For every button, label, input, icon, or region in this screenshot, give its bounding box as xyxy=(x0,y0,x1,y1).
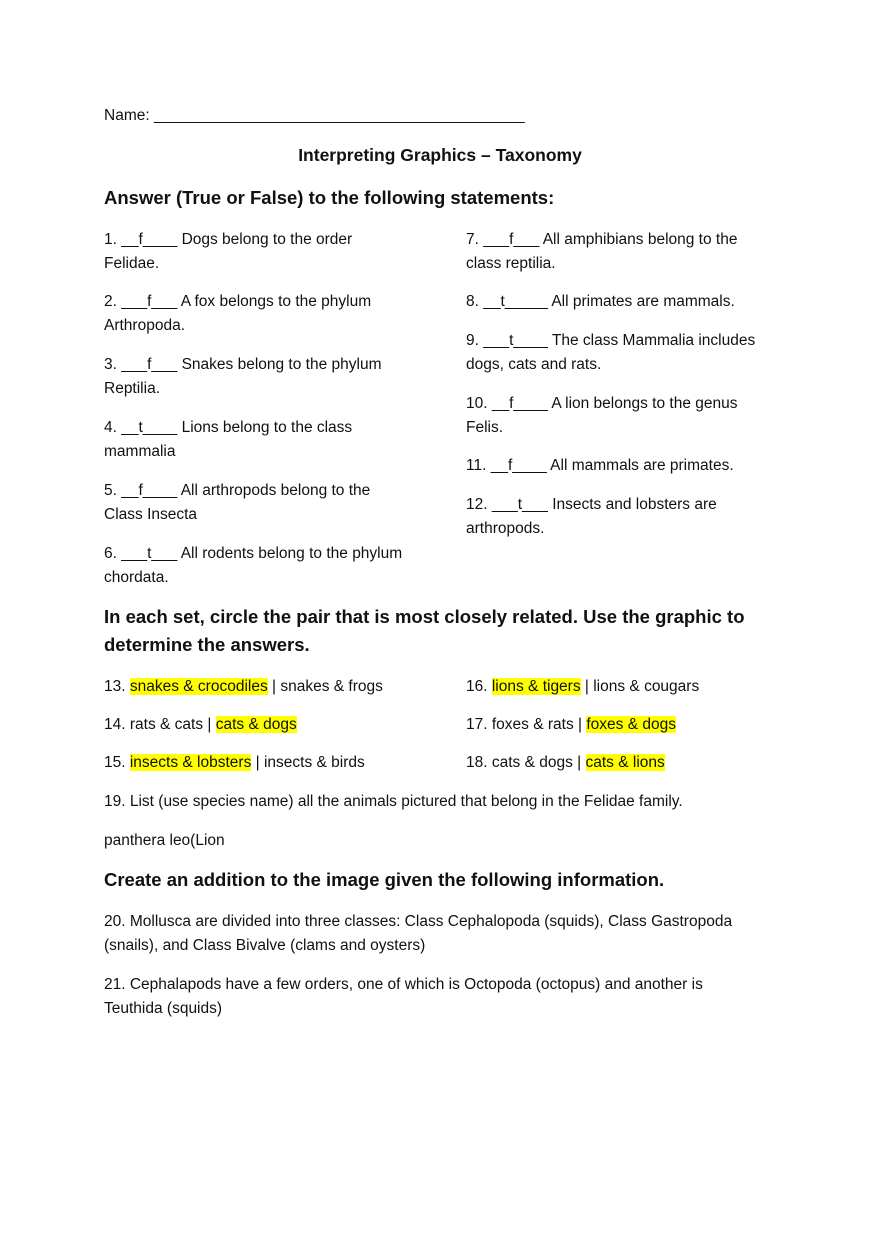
tf-item: 8. __t_____ All primates are mammals. xyxy=(466,293,735,310)
pair-question-14: 14. rats & cats | cats & dogs xyxy=(104,716,297,733)
pair-question-18: 18. cats & dogs | cats & lions xyxy=(466,754,665,771)
question-20: 20. Mollusca are divided into three classes: Class Cephalopoda (squids), Class Gastropoda (snails), and Class Bivalve (clams and oysters) xyxy=(104,913,733,954)
pair-question-15: 15. insects & lobsters | insects & birds xyxy=(104,754,365,771)
pair-question-17: 17. foxes & rats | foxes & dogs xyxy=(466,716,676,733)
pair-option-b: snakes & frogs xyxy=(280,678,383,695)
name-line: Name: ___________________________________________ xyxy=(104,107,525,124)
section3-heading: Create an addition to the image given the following information. xyxy=(104,869,665,890)
pair-question-13: 13. snakes & crocodiles | snakes & frogs xyxy=(104,678,383,695)
tf-item: 5. __f____ All arthropods belong to the Class Insecta xyxy=(104,482,371,523)
pair-option-b: insects & birds xyxy=(263,754,365,771)
answer-19: panthera leo(Lion xyxy=(104,832,225,849)
tf-item: 3. ___f___ Snakes belong to the phylum Reptilia. xyxy=(104,356,382,397)
tf-item: 10. __f____ A lion belongs to the genus Felis. xyxy=(466,395,738,436)
pair-option-b: lions & cougars xyxy=(593,678,700,695)
pair-option-b: cats & dogs xyxy=(215,716,297,733)
tf-item: 2. ___f___ A fox belongs to the phylum Arthropoda. xyxy=(104,293,372,334)
pair-option-a: rats & cats xyxy=(129,716,204,733)
tf-item: 11. __f____ All mammals are primates. xyxy=(466,457,734,474)
tf-item: 12. ___t___ Insects and lobsters are arthropods. xyxy=(466,496,717,537)
pair-option-a: snakes & crocodiles xyxy=(129,678,268,695)
pair-option-a: insects & lobsters xyxy=(129,754,252,771)
tf-item: 4. __t____ Lions belong to the class mammalia xyxy=(104,419,353,460)
tf-item: 7. ___f___ All amphibians belong to the class reptilia. xyxy=(466,231,738,272)
question-21: 21. Cephalapods have a few orders, one of which is Octopoda (octopus) and another is Teuthida (squids) xyxy=(104,976,703,1017)
section1-heading: Answer (True or False) to the following statements: xyxy=(104,187,555,208)
tf-item: 1. __f____ Dogs belong to the order Felidae. xyxy=(104,231,353,272)
pair-option-a: foxes & rats xyxy=(491,716,574,733)
section2-heading: In each set, circle the pair that is most closely related. Use the graphic to determine the answers. xyxy=(104,606,745,655)
pair-option-b: foxes & dogs xyxy=(586,716,676,733)
pair-option-a: lions & tigers xyxy=(491,678,581,695)
pair-option-b: cats & lions xyxy=(585,754,665,771)
tf-item: 9. ___t____ The class Mammalia includes dogs, cats and rats. xyxy=(466,332,756,373)
pair-question-16: 16. lions & tigers | lions & cougars xyxy=(466,678,700,695)
tf-item: 6. ___t___ All rodents belong to the phylum chordata. xyxy=(104,545,403,586)
page-title: Interpreting Graphics – Taxonomy xyxy=(298,145,582,165)
pair-option-a: cats & dogs xyxy=(491,754,573,771)
question-19: 19. List (use species name) all the animals pictured that belong in the Felidae family. xyxy=(104,793,683,810)
